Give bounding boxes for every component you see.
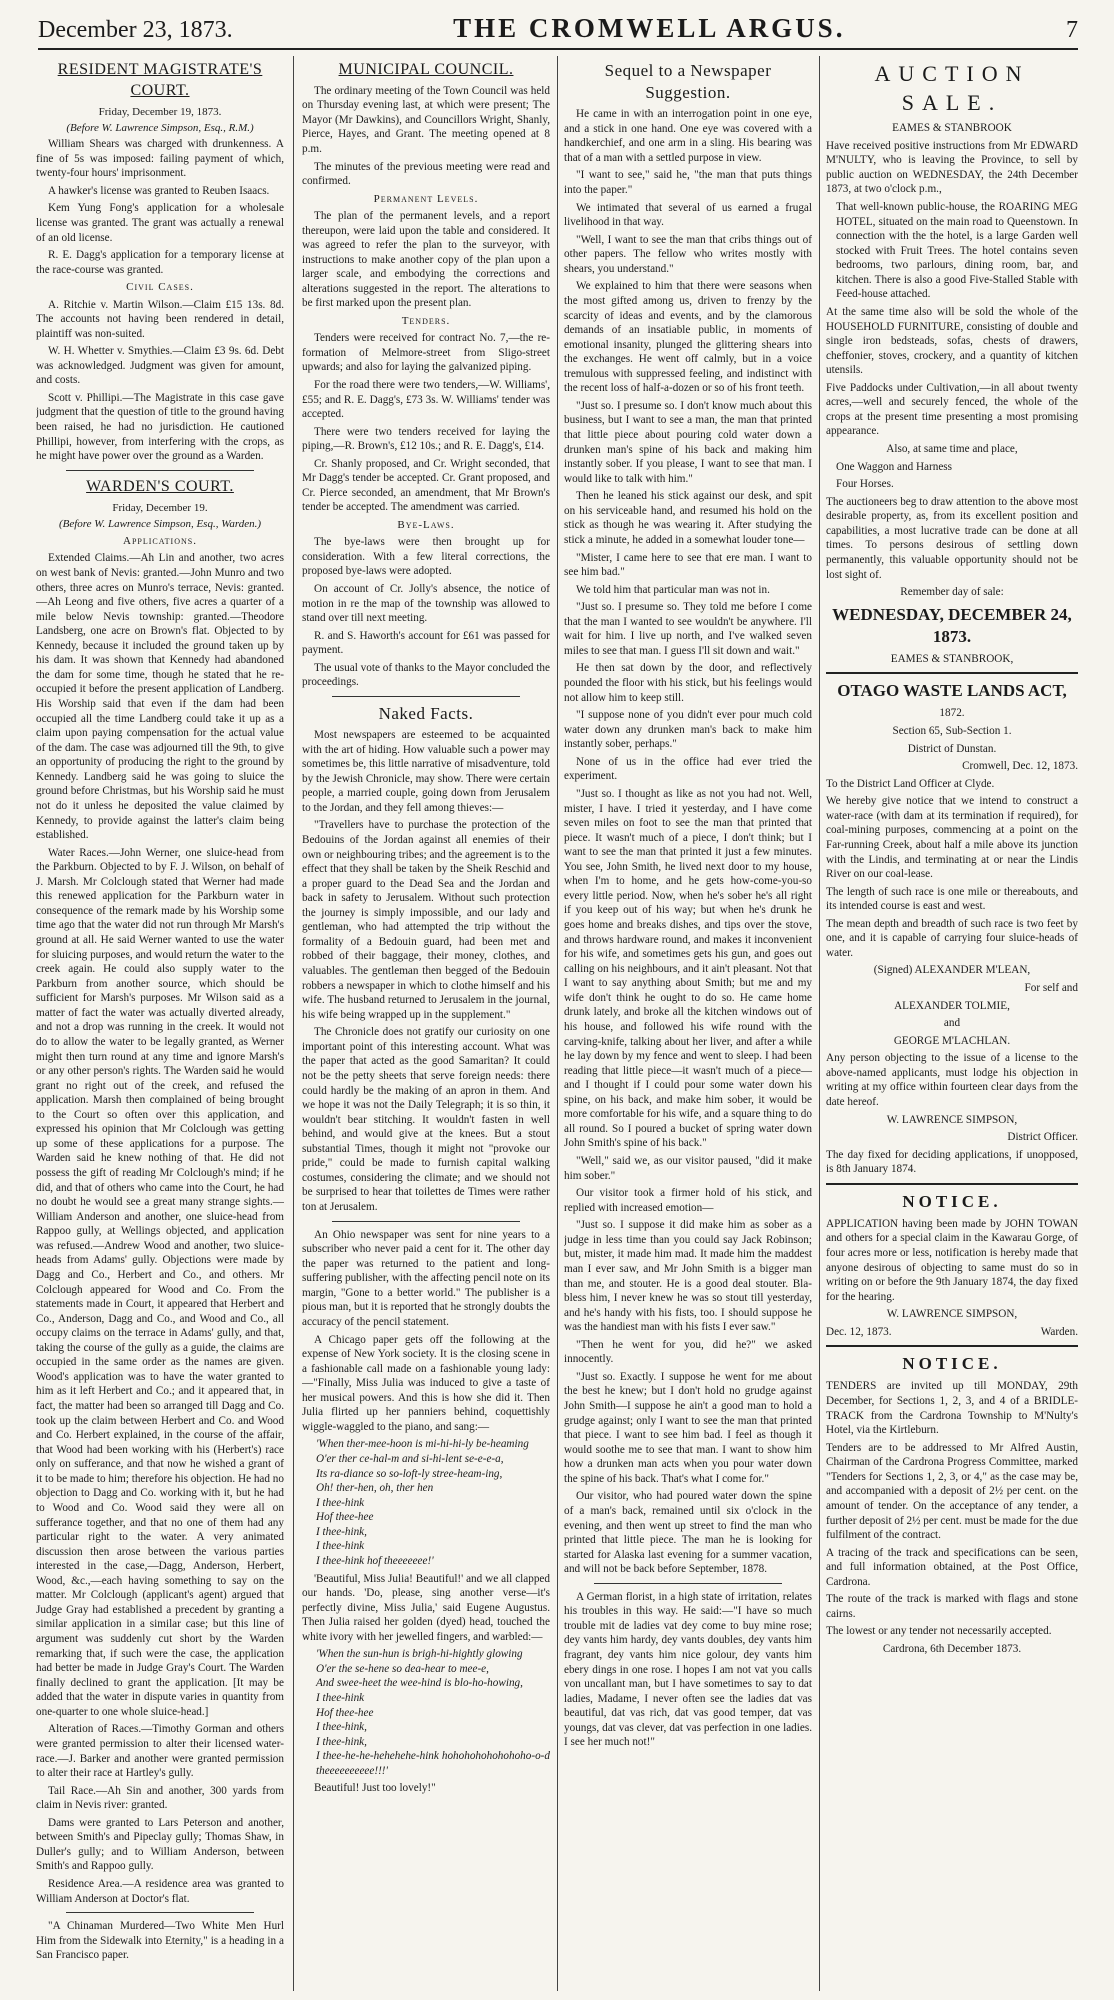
paragraph: "Just so. I suppose it did make him as sober as a judge in less time than you could say Jack Robinson; but, mister, it made him mad. It made him the maddest man I ever saw, and Mr John Smith is a bigger man than me, and stouter. He is a good deal stouter. Bla-bless him, I never knew he was so stout till yesterday, and he's handy with his fists, too. I should suppose he was the handiest man with his fists I ever saw." — [564, 1219, 812, 1334]
auctioneer-name: EAMES & STANBROOK — [892, 122, 1012, 135]
ad-text: For self and — [1024, 982, 1078, 995]
rm-court-heading: RESIDENT MAGISTRATE'S COURT. — [57, 61, 263, 99]
ad-text: Section 65, Sub-Section 1. — [892, 725, 1012, 738]
paragraph: R. E. Dagg's application for a temporary license at the race-course was granted. — [36, 249, 284, 276]
paragraph: Water Races.—John Werner, one sluice-head from the Parkburn. Objected to by F. J. Wilson, on behalf of J. Marsh. Mr Colclough stated that Werner had made this renewed application for the Parkburn water in consequence of the remark made by his Worship some time ago that the water did not run through Mr Marsh's ground at all. He said Werner wanted to use the water for sluicing purposes, and would return the water to the creek again. He could also supply water to the Parkburn from another source, which should be sufficient for Marsh's purposes. Mr Wilson said as a matter of fact the water was actually diverted already, and not a drop was running in the creek. It would not do to allow the water to be legally granted, as Werner might then turn round at any time and ignore Marsh's or any other person's rights. The Warden said he would grant no right out of the creek, and refused the application. Marsh then complained of being brought to the Court so often over this application, and expressed his opinion that Mr Colclough was getting up some of these applications for a purpose. The Warden said he knew nothing of that. He did not possess the gift of reading Mr Colclough's mind; if he did, and that of others who came into the Court, he had no doubt he would see a great many strange sights.—William Anderson and another, one sluice-head from Rappoo gully, at Wellings objected, and application was refused.—Andrew Wood and another, two sluice-heads from Adams' gully. Objections were made by Dagg and Co., Herbert and Co., and others. Mr Colclough appeared for Wood and Co. From the statements made in Court, it appeared that Herbert and Co., Anderson, Dagg and Co., and Wood and Co., all occupy claims on the terrace in Adams' gully, and that, taking the course of the gully as a guide, the claims are occupied in the same order as the names are given. Wood's application was to have the water granted to him as it left Herbert and Co.; and it appeared that, in fact, the matter had been so arranged till Dagg and Co. took up the claim between Herbert and Co. and Wood and Co. Herbert explained, in the course of the affair, that Wood had been working with his (Herbert's) race only on sufferance, and that now he wished a grant of it to be made to him; therefore his objection. He had no objection to Dagg and Co. working with it, but he had to Wood and Co. Wood said they were all on sufferance together, and that no one of them had any particular right to the water. A very animated discussion then arose between the various parties interested in the case,—Dagg, Anderson, Herbert, Wood, &c.,—each having something to say on the matter. Mr Colclough (applicant's agent) argued that Judge Gray had established a precedent by granting a similar application in a similar case; but this line of argument was suddenly cut short by the Warden remarking that, if such were the case, the application had better be made in Judge Gray's Court. The Warden finally declined to grant the application. [It may be added that the water in dispute varies in quantity from one-quarter to one whole sluice-head.] — [36, 846, 284, 1718]
paragraph: Kem Yung Fong's application for a wholesale license was granted. The grant was actually a renewal of an old license. — [36, 202, 284, 244]
ad-text: The auctioneers beg to draw attention to the above most desirable property, as, from its excellent position and capabilities, a most lucrative trade can be done at all times. To persons desirous of settling down permanently, this valuable opportunity should not be lost sight of. — [826, 495, 1078, 581]
wardens-court-heading: WARDEN'S COURT. — [86, 477, 234, 495]
paragraph: We explained to him that there were seasons when the most gifted among us, driven to frenzy by the scarcity of ideas and events, and by the clamorous demands of an insatiable public, in moments of emotional insanity, plunged the glittering shears into the exchanges. He went off calmly, but in a voice tremulous with suppressed feeling, and indistinct with the recent loss of half-a-dozen or so of his front teeth. — [564, 280, 812, 395]
song-verse: 'When the sun-hun is brigh-hi-hightly glowing O'er the se-hene so dea-hear to mee-e, And swee-heet the wee-hind is blo-ho-howing, I thee-hink Hof thee-hee I thee-hink, I thee-hink, I thee-he-he-hehehehe-hink hohohohohohohoho-o-d theeeeeeeeee!!!' — [316, 1648, 550, 1777]
civil-cases-subheading: Civil Cases. — [126, 281, 194, 294]
paragraph: On account of Cr. Jolly's absence, the notice of motion in re the map of the township was allowed to stand over till next meeting. — [302, 583, 550, 625]
naked-facts-heading: Naked Facts. — [378, 703, 474, 723]
divider — [826, 1183, 1078, 1185]
divider — [826, 672, 1078, 674]
paragraph: A. Ritchie v. Martin Wilson.—Claim £15 13s. 8d. The accounts not having been rendered in detail, plaintiff was non-suited. — [36, 298, 284, 340]
divider — [332, 696, 520, 697]
ad-text: Have received positive instructions from Mr EDWARD M'NULTY, who is leaving the Province, to sell by public auction on WEDNESDAY, the 24th December 1873, at two o'clock p.m., — [826, 139, 1078, 196]
column-4-advertisements — [826, 56, 1078, 1996]
paragraph: "Well," said we, as our visitor paused, "did it make him sober." — [564, 1155, 812, 1182]
paragraph: "Just so. I presume so. They told me before I come that the man I wanted to see wouldn't be anywhere. I'll wait for him. I live up north, and I've walked seven miles to see that man. I guess I'll sit down and wait." — [564, 601, 812, 657]
divider — [594, 1583, 782, 1584]
ad-text: GEORGE M'LACHLAN. — [893, 1034, 1011, 1047]
paragraph: The usual vote of thanks to the Mayor concluded the proceedings. — [302, 661, 550, 689]
notice-heading: NOTICE. — [902, 1354, 1002, 1374]
paragraph: "A Chinaman Murdered—Two White Men Hurl Him from the Sidewalk into Eternity," is a heading in a San Francisco paper. — [36, 1920, 284, 1962]
divider — [66, 470, 254, 471]
paragraph: "Just so. I presume so. I don't know much about this business, but I want to see a man, the man that printed that little piece about pouring cold water down a drunken man's spine of his back and making him instantly sober. If you please, I want to see that man. I would like to talk with him." — [564, 399, 812, 485]
paragraph: None of us in the office had ever tried the experiment. — [564, 755, 812, 783]
paragraph: A Chicago paper gets off the following at the expense of New York society. It is the closing scene in a fashionable call made on a fashionable young lady:—"Finally, Miss Julia was induced to give a taste of her musical powers. And this is how she did it. Then Julia flirted up her panniers behind, coquettishly wiggle-waggled to the piano, and sang:— — [302, 1333, 550, 1433]
paragraph: Our visitor, who had poured water down the spine of a man's back, remained until six o'clock in the evening, and then went up street to find the man who printed that little piece. The man he is looking for started for Alaska last evening for a summer vacation, and will not be back before September, 1878. — [564, 1490, 812, 1576]
issue-date: December 23, 1873. — [38, 17, 233, 43]
ad-text: A tracing of the track and specifications can be seen, and full information obtained, at the Post Office, Cardrona. — [826, 1546, 1078, 1588]
masthead — [38, 14, 1078, 50]
paragraph: A hawker's license was granted to Reuben Isaacs. — [48, 184, 270, 197]
ad-text: That well-known public-house, the ROARING MEG HOTEL, situated on the main road to Queenstown. In connection with the the hotel, is a large Garden well stocked with Fruit Trees. The hotel contains seven bedrooms, two parlours, dining room, bar, and kitchen. There is also a good Five-Stalled Stable with Feed-house attached. — [836, 201, 1078, 301]
paragraph: W. H. Whetter v. Smythies.—Claim £3 9s. 6d. Debt was acknowledged. Judgment was given for amount, and costs. — [36, 345, 284, 387]
newspaper-title: THE CROMWELL ARGUS. — [453, 13, 846, 43]
column-3 — [564, 56, 812, 1996]
bye-laws-subheading: Bye-Laws. — [397, 519, 455, 532]
paragraph: Scott v. Phillipi.—The Magistrate in this case gave judgment that the question of title to the ground having been raised, he had no jurisdiction. He cautioned Phillipi, however, from interfering with the crops, as he might have power over the ground as a Warden. — [36, 391, 284, 463]
ad-text: Cardrona, 6th December 1873. — [882, 1643, 1022, 1656]
ad-text: ALEXANDER TOLMIE, — [894, 999, 1010, 1012]
ad-text: To the District Land Officer at Clyde. — [826, 777, 995, 790]
ad-text: Five Paddocks under Cultivation,—in all about twenty acres,—well and securely fenced, the whole of the crops at the present time presenting a most promising appearance. — [826, 381, 1078, 438]
ad-text: (Signed) ALEXANDER M'LEAN, — [873, 964, 1031, 977]
paragraph: "Just so. Exactly. I suppose he went for me about the best he knew; but I don't hold no grudge against John Smith—I suppose he ain't a good man to hold a grudge against; only I want to see the man that printed that piece. I want to see him bad. I feel as though it would soothe me to see that man. I want to show him how a drunken man acts when you pour water down the spine of his back. That's what I come for." — [564, 1370, 812, 1485]
ad-text: The length of such race is one mile or thereabouts, and its intended course is east and west. — [826, 885, 1078, 913]
ad-text: One Waggon and Harness — [836, 460, 953, 473]
auction-sale-heading: AUCTION SALE. — [874, 61, 1030, 115]
paragraph: "Travellers have to purchase the protection of the Bedouins of the Jordan against all enemies of their own or neighbouring tribes; and the agreement is to the effect that they shall be taken by the Sheik Reschid and a proper guard to the Dead Sea and the Jordan and back in safety to Jerusalem. Without such protection the journey is simply impossible, and our lady and gentleman, who had attempted the trip without the formality of a Bedouin guard, had been met and robbed of their baggage, their money, clothes, and valuables. The gentleman then begged of the Bedouin robbers a newspaper in which to clothe himself and his wife. The husband returned to Jerusalem in the journal, his wife being wrapped up in the supplement." — [302, 819, 550, 1021]
paragraph: "I suppose none of you didn't ever pour much cold water down any drunken man's back to make him instantly sober, perhaps." — [564, 709, 812, 751]
ad-text: Any person objecting to the issue of a license to the above-named applicants, must lodge his objection in writing at my office within fourteen clear days from the date hereof. — [826, 1052, 1078, 1108]
ad-text: APPLICATION having been made by JOHN TOWAN and others for a special claim in the Kawarau Gorge, of four acres more or less, notification is hereby made that anyone desirous of objecting to same must do so in writing on or before the 9th January 1874, the day fixed for the hearing. — [826, 1217, 1078, 1303]
ad-text: W. LAWRENCE SIMPSON, — [886, 1308, 1018, 1321]
paragraph: Tenders were received for contract No. 7,—the re-formation of Melmore-street from Sligo-street upwards; and also for laying the galvanized piping. — [302, 332, 550, 374]
notice-heading: NOTICE. — [902, 1191, 1002, 1211]
permanent-levels-subheading: Permanent Levels. — [373, 192, 479, 205]
paragraph: Residence Area.—A residence area was granted to William Anderson at Doctor's flat. — [36, 1878, 284, 1905]
ad-text: The route of the track is marked with flags and stone cairns. — [826, 1593, 1078, 1620]
auctioneer-signature: EAMES & STANBROOK, — [890, 652, 1014, 665]
ad-text: Four Horses. — [836, 478, 894, 491]
ad-text: We hereby give notice that we intend to construct a water-race (with dam at its termination if required), for coal-mining purposes, commencing at a point on the Far-running Creek, about half a mile above its junction with the Lindis, and terminating at or near the Lindis River on our coal-lease. — [826, 795, 1078, 881]
ad-text: The mean depth and breadth of such race is two feet by one, and it is capable of carrying four sluice-heads of water. — [826, 917, 1078, 959]
municipal-council-heading: MUNICIPAL COUNCIL. — [338, 61, 514, 78]
column-rule — [819, 56, 820, 1991]
ad-text: W. LAWRENCE SIMPSON, — [886, 1113, 1018, 1126]
notice-title: Warden. — [1040, 1325, 1078, 1338]
wardens-court-date: Friday, December 19. — [112, 501, 208, 514]
paragraph: Most newspapers are esteemed to be acquainted with the art of hiding. How valuable such a power may sometimes be, this little narrative of misadventure, told by the Jewish Chronicle, may show. There were certain people, a married couple, going down from Jerusalem to the Jordan, and they fell among thieves:— — [302, 729, 550, 814]
divider — [66, 1912, 254, 1913]
ad-text — [826, 1325, 1078, 1340]
paragraph: There were two tenders received for laying the piping,—R. Brown's, £12 10s.; and R. E. Dagg's, £14. — [302, 425, 550, 453]
paragraph: A German florist, in a high state of irritation, relates his troubles in this way. He said:—"I have so much trouble mit de ladies vat dey come to buy mine rose; dey vants him hardy, dey vants doubles, dey vants him fragrant, dey vants him nice golour, dey vants him ebery dings in one rose. I hopes I am not vat you calls von uncallant man, but I have sometimes to say to dat ladies, Madame, I never often see the ladies dat vas beautiful, dat vas rich, dat vas good temper, dat vas youngs, dat vas clever, dat vas perfection in one ladies. I see her much not!" — [564, 1590, 812, 1749]
ad-text: TENDERS are invited up till MONDAY, 29th December, for Sections 1, 2, 3, and 4 of a BRIDLE-TRACK from the Cardrona Township to M'Nulty's Hotel, via the Kirtleburn. — [826, 1380, 1078, 1437]
ad-text: District of Dunstan. — [907, 742, 997, 755]
column-rule — [293, 56, 294, 1991]
paragraph: "Then he went for you, did he?" we asked innocently. — [564, 1338, 812, 1366]
paragraph: "I want to see," said he, "the man that puts things into the paper." — [564, 169, 812, 196]
column-1 — [36, 56, 284, 1996]
page-number: 7 — [1065, 17, 1078, 43]
otago-waste-lands-heading: OTAGO WASTE LANDS ACT, — [837, 681, 1067, 701]
paragraph: Our visitor took a firmer hold of his stick, and replied with increased emotion— — [564, 1187, 812, 1214]
ad-text: and — [943, 1017, 961, 1030]
tenders-subheading: Tenders. — [401, 314, 451, 327]
ad-text: Tenders are to be addressed to Mr Alfred Austin, Chairman of the Cardrona Progress Committee, marked "Tenders for Sections 1, 2, 3, or 4," as the case may be, and accompanied with a deposit of 2½ per cent. on the amount of tender. On the acceptance of any tender, a further deposit of 2½ per cent. must be made for the due fulfilment of the contract. — [826, 1441, 1078, 1542]
paragraph: The Chronicle does not gratify our curiosity on one important point of this interesting account. What was the paper that acted as the good Samaritan? It could not be the petty sheets that serve foreign needs: there could hardly be the making of an apron in them. And we hope it was not the Daily Telegraph; it is so thin, it wouldn't bear stitching. It wouldn't fasten in well behind, and would give at the knees. But a stout substantial Times, though it might not "provoke our pride," could be made to furnish capital walking costumes, considering the climate; and we should not be surprised to hear that toilettes de Times were rather ton at Jerusalem. — [302, 1026, 550, 1214]
divider — [332, 1221, 520, 1222]
paragraph: Cr. Shanly proposed, and Cr. Wright seconded, that Mr Dagg's tender be accepted. Cr. Grant proposed, and Cr. Pierce seconded, an amendment, that Mr Brown's tender be accepted. The amendment was carried. — [302, 457, 550, 514]
paragraph: Extended Claims.—Ah Lin and another, two acres on west bank of Nevis: granted.—John Munro and two others, three acres on Munro's terrace, Nevis: granted.—Ah Leong and five others, five acres a quarter of a mile below Nevis township: granted.—Theodore Landsberg, one acre on Brown's flat. Objected to by Kennedy, because it included the ground taken up by his dam. It was shown that Kennedy had abandoned the dam for some time, though he stated that he re-occupied it before the present application of Landberg. His Worship said that even if the dam had been occupied all the time Landberg could take it up as a claim upon paying compensation for the actual value of the dam. The case was adjourned till the 9th, to give an opportunity of producing the right to the ground by Kennedy. Landberg said he was going to sluice the ground before Christmas, but his Worship said he must not do it unless he deposited the value claimed by Kennedy, to provide against the latter's claim being established. — [36, 552, 284, 842]
ad-text: The day fixed for deciding applications, if unopposed, is 8th January 1874. — [826, 1148, 1078, 1176]
notice-date: Dec. 12, 1873. — [826, 1325, 892, 1338]
ad-text: Also, at same time and place, — [886, 443, 1018, 455]
paragraph: We told him that particular man was not in. — [576, 583, 770, 596]
paragraph: Dams were granted to Lars Peterson and another, between Smith's and Pipeclay gully; Thomas Shaw, in Duller's gully; and to William Anderson, between Smith's and Rappoo gully. — [36, 1816, 284, 1873]
applications-subheading: Applications. — [123, 535, 197, 548]
paragraph: An Ohio newspaper was sent for nine years to a subscriber who never paid a cent for it. The other day the paper was returned to the patient and long-suffering publisher, with the affecting pencil note on its margin, "Gone to a better world." The publisher is a pious man, but it is reported that he strongly doubts the accuracy of the pencil statement. — [302, 1228, 550, 1328]
ad-text: Remember day of sale: — [900, 586, 1004, 599]
paragraph: "Mister, I came here to see that ere man. I want to see him bad." — [564, 551, 812, 579]
paragraph: "Just so. I thought as like as not you had not. Well, mister, I have. I tried it yesterday, and I have come seven miles on foot to see the man that printed that piece. It wasn't much of a piece, I don't think; but I want to see the man that printed it just a few minutes. You see, John Smith, he lived next door to my house, when I'm to home, and he gets how-come-you-so every little period. Now, when he's sober he's all right if you keep out of his way; but when he's drunk he goes home and breaks dishes, and tips over the stove, and throws hardware round, and makes it inconvenient for his wife, and sometimes gets his gun, and goes out calling on his neighbours, and it ain't pleasant. Not that I want to say anything about Smith; but me and my wife don't think he ought to do so. He came home drunk lately, and broke all the kitchen windows out of his house, and followed his wife round with the carving-knife, talking about her liver, and after a while he lay down by my fence and went to sleep. I had been reading that little piece—it wasn't much of a piece—and I thought if I could pour some water down his spine, on his back, and make him sober, it would be more comfortable for his wife, and a square thing to do all round. So I poured a bucket of spring water down John Smith's spine of his back." — [564, 787, 812, 1150]
sequel-heading: Sequel to a Newspaper Suggestion. — [604, 61, 772, 103]
paragraph: We intimated that several of us earned a frugal livelihood in that way. — [564, 201, 812, 229]
paragraph: He then sat down by the door, and reflectively pounded the floor with his stick, but his feelings would not allow him to keep still. — [564, 662, 812, 704]
paragraph: Then he leaned his stick against our desk, and spit on his serviceable hand, and resumed his hold on the stick as though he was wearing it. After studying the stick a minute, he added in a somewhat louder tone— — [564, 490, 812, 546]
paragraph: The ordinary meeting of the Town Council was held on Thursday evening last, at which were present; The Mayor (Mr Dawkins), and Councillors Wright, Shanly, Pierce, Hayes, and Grant. The meeting opened at 8 p.m. — [302, 84, 550, 156]
ad-text: District Officer. — [1007, 1131, 1078, 1144]
paragraph: 'Beautiful, Miss Julia! Beautiful!' and we all clapped our hands. 'Do, please, sing another verse—it's perfectly divine, Miss Julia,' said Eugene Augustus. Then Julia raised her golden (dyed) head, touched the white ivory with her jewelled fingers, and warbled:— — [302, 1572, 550, 1643]
paragraph: He came in with an interrogation point in one eye, and a stick in one hand. One eye was covered with a handkerchief, and one arm in a sling. His bearing was that of a man with a settled purpose in view. — [564, 108, 812, 164]
ad-text: Cromwell, Dec. 12, 1873. — [962, 760, 1078, 773]
paragraph: R. and S. Haworth's account for £61 was passed for payment. — [302, 629, 550, 657]
song-verse: 'When ther-mee-hoon is mi-hi-hi-ly be-heaming O'er ther ce-hal-m and si-hi-lent se-e-e-a, Its ra-diance so so-loft-ly stree-heam-ing, Oh! ther-hen, oh, ther hen I thee-hink Hof thee-hee I thee-hink, I thee-hink I thee-hink hof theeeeeee!' — [316, 1438, 529, 1567]
paragraph: The minutes of the previous meeting were read and confirmed. — [302, 160, 550, 188]
paragraph: "Well, I want to see the man that cribs things out of other papers. The fellow who writes mostly with shears, you understand." — [564, 233, 812, 275]
divider — [826, 1345, 1078, 1347]
wardens-court-before: (Before W. Lawrence Simpson, Esq., Warden.) — [58, 517, 262, 530]
paragraph: Beautiful! Just too lovely!" — [314, 1782, 436, 1795]
paragraph: Tail Race.—Ah Sin and another, 300 yards from claim in Nevis river: granted. — [36, 1784, 284, 1812]
column-rule — [557, 56, 558, 1991]
paragraph: William Shears was charged with drunkenness. A fine of 5s was imposed: failing payment of which, twenty-four hours' imprisonment. — [36, 138, 284, 180]
rm-court-date: Friday, December 19, 1873. — [98, 105, 222, 118]
sale-date: WEDNESDAY, DECEMBER 24, 1873. — [832, 604, 1072, 646]
paragraph: For the road there were two tenders,—W. Williams', £55; and R. E. Dagg's, £73 3s. W. Williams' tender was accepted. — [302, 378, 550, 421]
ad-text: The lowest or any tender not necessarily accepted. — [826, 1625, 1052, 1638]
column-2 — [302, 56, 550, 1996]
paragraph: The plan of the permanent levels, and a report thereupon, were laid upon the table and considered. It was agreed to refer the plan to the surveyor, with instructions to make another copy of the plan upon a larger scale, and embodying the corrections and alterations suggested in the report. The alterations to be first marked upon the present plan. — [302, 210, 550, 310]
paragraph: The bye-laws were then brought up for consideration. With a few literal corrections, the proposed bye-laws were adopted. — [302, 536, 550, 578]
ad-text: At the same time also will be sold the whole of the HOUSEHOLD FURNITURE, consisting of double and single iron bedsteads, sofas, chests of drawers, cheffonier, stoves, crockery, and a quantity of kitchen utensils. — [826, 305, 1078, 377]
ad-text: 1872. — [939, 707, 965, 720]
rm-court-before: (Before W. Lawrence Simpson, Esq., R.M.) — [66, 121, 254, 134]
paragraph: Alteration of Races.—Timothy Gorman and others were granted permission to alter their licensed water-race.—J. Barker and another were granted permission to alter their race at Hartley's gully. — [36, 1723, 284, 1780]
